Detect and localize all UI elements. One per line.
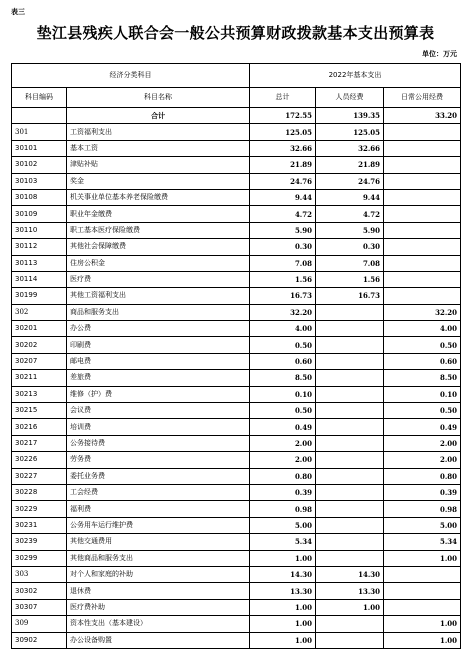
- cell-total: 1.00: [250, 550, 316, 566]
- cell-code: 30228: [12, 484, 67, 500]
- cell-public: [384, 124, 461, 140]
- cell-total: 4.72: [250, 206, 316, 222]
- cell-public: [384, 599, 461, 615]
- cell-personnel: 24.76: [316, 173, 384, 189]
- cell-total: 7.08: [250, 255, 316, 271]
- cell-name: 职工基本医疗保险缴费: [67, 222, 250, 238]
- header-name: 科目名称: [67, 88, 250, 108]
- cell-public: 0.50: [384, 337, 461, 353]
- cell-name: 公务接待费: [67, 435, 250, 451]
- cell-total: 0.60: [250, 353, 316, 369]
- cell-name: 维修（护）费: [67, 386, 250, 402]
- cell-total: 13.30: [250, 583, 316, 599]
- cell-total: 0.50: [250, 337, 316, 353]
- table-row: [12, 484, 461, 500]
- cell-public: 5.34: [384, 534, 461, 550]
- cell-total: 32.20: [250, 304, 316, 320]
- cell-code: 30307: [12, 599, 67, 615]
- cell-total: 4.00: [250, 321, 316, 337]
- cell-personnel: 4.72: [316, 206, 384, 222]
- cell-personnel: 125.05: [316, 124, 384, 140]
- cell-name: 职业年金缴费: [67, 206, 250, 222]
- cell-personnel: [316, 468, 384, 484]
- cell-name: 印刷费: [67, 337, 250, 353]
- cell-total: 5.00: [250, 517, 316, 533]
- table-row: [12, 386, 461, 402]
- table-row: [12, 468, 461, 484]
- cell-personnel: 32.66: [316, 140, 384, 156]
- cell-name: 基本工资: [67, 140, 250, 156]
- cell-public: [384, 583, 461, 599]
- table-row: [12, 157, 461, 173]
- table-body: [12, 108, 461, 649]
- cell-code: 30201: [12, 321, 67, 337]
- cell-total: 1.00: [250, 616, 316, 632]
- cell-code: 30302: [12, 583, 67, 599]
- cell-code: 30112: [12, 239, 67, 255]
- cell-personnel: [316, 632, 384, 648]
- cell-personnel: [316, 517, 384, 533]
- table-row: [12, 288, 461, 304]
- cell-code: 30102: [12, 157, 67, 173]
- cell-code: 301: [12, 124, 67, 140]
- cell-name: 奖金: [67, 173, 250, 189]
- cell-personnel: [316, 304, 384, 320]
- cell-total: 172.55: [250, 108, 316, 124]
- cell-public: 0.10: [384, 386, 461, 402]
- cell-name: 津贴补贴: [67, 157, 250, 173]
- cell-name: 资本性支出（基本建设）: [67, 616, 250, 632]
- cell-code: 30231: [12, 517, 67, 533]
- cell-total: 32.66: [250, 140, 316, 156]
- cell-personnel: [316, 321, 384, 337]
- cell-total: 1.00: [250, 632, 316, 648]
- cell-name: 公务用车运行维护费: [67, 517, 250, 533]
- cell-personnel: 1.00: [316, 599, 384, 615]
- cell-total: 125.05: [250, 124, 316, 140]
- cell-personnel: [316, 337, 384, 353]
- cell-code: 30217: [12, 435, 67, 451]
- budget-table: [11, 63, 461, 649]
- cell-total: 1.00: [250, 599, 316, 615]
- table-row: [12, 140, 461, 156]
- cell-personnel: 5.90: [316, 222, 384, 238]
- cell-name: 退休费: [67, 583, 250, 599]
- cell-total: 24.76: [250, 173, 316, 189]
- cell-public: [384, 140, 461, 156]
- cell-public: [384, 157, 461, 173]
- header-personnel: 人员经费: [316, 88, 384, 108]
- cell-code: 30207: [12, 353, 67, 369]
- cell-name: 差旅费: [67, 370, 250, 386]
- cell-code: 309: [12, 616, 67, 632]
- cell-code: 30227: [12, 468, 67, 484]
- cell-public: [384, 206, 461, 222]
- cell-total: 21.89: [250, 157, 316, 173]
- cell-total: 14.30: [250, 566, 316, 582]
- cell-code: 30229: [12, 501, 67, 517]
- cell-code: 30199: [12, 288, 67, 304]
- cell-code: 30109: [12, 206, 67, 222]
- cell-name: 办公设备购置: [67, 632, 250, 648]
- table-row: [12, 534, 461, 550]
- table-row: [12, 583, 461, 599]
- header-public: 日常公用经费: [384, 88, 461, 108]
- table-row: [12, 321, 461, 337]
- header-economic-category: 经济分类科目: [12, 64, 250, 88]
- cell-public: 8.50: [384, 370, 461, 386]
- cell-public: [384, 271, 461, 287]
- cell-code: 30101: [12, 140, 67, 156]
- cell-name: 福利费: [67, 501, 250, 517]
- header-code: 科目编码: [12, 88, 67, 108]
- cell-total: 0.50: [250, 403, 316, 419]
- cell-total: 5.34: [250, 534, 316, 550]
- cell-personnel: 1.56: [316, 271, 384, 287]
- cell-personnel: 13.30: [316, 583, 384, 599]
- cell-personnel: [316, 501, 384, 517]
- cell-public: [384, 288, 461, 304]
- cell-code: 30215: [12, 403, 67, 419]
- cell-public: 0.50: [384, 403, 461, 419]
- table-row: [12, 239, 461, 255]
- cell-code: 30103: [12, 173, 67, 189]
- cell-name: 办公费: [67, 321, 250, 337]
- table-row: [12, 353, 461, 369]
- unit-label: 单位：万元: [422, 49, 457, 58]
- cell-total: 5.90: [250, 222, 316, 238]
- table-row: [12, 403, 461, 419]
- cell-name: 工会经费: [67, 484, 250, 500]
- cell-public: 33.20: [384, 108, 461, 124]
- cell-total: 2.00: [250, 452, 316, 468]
- cell-code: 30113: [12, 255, 67, 271]
- cell-name: 对个人和家庭的补助: [67, 566, 250, 582]
- cell-personnel: [316, 534, 384, 550]
- cell-name: 机关事业单位基本养老保险缴费: [67, 189, 250, 205]
- cell-name: 委托业务费: [67, 468, 250, 484]
- cell-total: 16.73: [250, 288, 316, 304]
- table-row: [12, 206, 461, 222]
- cell-name: 其他交通费用: [67, 534, 250, 550]
- cell-public: [384, 255, 461, 271]
- table-row: [12, 370, 461, 386]
- table-row: [12, 337, 461, 353]
- cell-total: 1.56: [250, 271, 316, 287]
- cell-public: 0.49: [384, 419, 461, 435]
- cell-code: 30213: [12, 386, 67, 402]
- cell-public: 0.39: [384, 484, 461, 500]
- page-title: 垫江县残疾人联合会一般公共预算财政拨款基本支出预算表: [36, 24, 435, 42]
- table-row: [12, 255, 461, 271]
- table-number: 表三: [11, 7, 25, 16]
- cell-name: 其他商品和服务支出: [67, 550, 250, 566]
- cell-personnel: [316, 370, 384, 386]
- cell-personnel: [316, 419, 384, 435]
- cell-code: 30202: [12, 337, 67, 353]
- table-row: [12, 189, 461, 205]
- cell-public: 32.20: [384, 304, 461, 320]
- cell-total: 8.50: [250, 370, 316, 386]
- cell-public: 2.00: [384, 435, 461, 451]
- cell-public: 0.98: [384, 501, 461, 517]
- cell-public: 1.00: [384, 632, 461, 648]
- cell-personnel: [316, 353, 384, 369]
- header-row-group: [12, 64, 461, 88]
- cell-code: 30226: [12, 452, 67, 468]
- cell-personnel: 21.89: [316, 157, 384, 173]
- cell-code: 30239: [12, 534, 67, 550]
- cell-public: [384, 239, 461, 255]
- cell-personnel: 7.08: [316, 255, 384, 271]
- header-total: 总计: [250, 88, 316, 108]
- cell-public: 4.00: [384, 321, 461, 337]
- cell-personnel: 9.44: [316, 189, 384, 205]
- cell-name: 其他社会保障缴费: [67, 239, 250, 255]
- cell-name: 会议费: [67, 403, 250, 419]
- cell-personnel: 14.30: [316, 566, 384, 582]
- cell-total: 9.44: [250, 189, 316, 205]
- cell-total: 0.80: [250, 468, 316, 484]
- cell-public: 2.00: [384, 452, 461, 468]
- cell-name: 医疗费: [67, 271, 250, 287]
- table-row: [12, 452, 461, 468]
- cell-code: 30211: [12, 370, 67, 386]
- cell-personnel: [316, 386, 384, 402]
- cell-total: 0.10: [250, 386, 316, 402]
- cell-public: 0.60: [384, 353, 461, 369]
- table-row: [12, 616, 461, 632]
- cell-name: 其他工资福利支出: [67, 288, 250, 304]
- cell-name: 商品和服务支出: [67, 304, 250, 320]
- cell-total: 0.39: [250, 484, 316, 500]
- cell-total: 2.00: [250, 435, 316, 451]
- cell-name: 邮电费: [67, 353, 250, 369]
- cell-public: 0.80: [384, 468, 461, 484]
- cell-personnel: [316, 550, 384, 566]
- cell-code: 30216: [12, 419, 67, 435]
- cell-name: 合计: [67, 108, 250, 124]
- table-row: [12, 222, 461, 238]
- cell-total: 0.30: [250, 239, 316, 255]
- cell-total: 0.49: [250, 419, 316, 435]
- table-row: [12, 435, 461, 451]
- cell-name: 培训费: [67, 419, 250, 435]
- table-row: [12, 304, 461, 320]
- cell-personnel: 0.30: [316, 239, 384, 255]
- cell-code: 30299: [12, 550, 67, 566]
- table-row: [12, 599, 461, 615]
- cell-code: 30108: [12, 189, 67, 205]
- cell-name: 住房公积金: [67, 255, 250, 271]
- cell-personnel: 16.73: [316, 288, 384, 304]
- cell-personnel: 139.35: [316, 108, 384, 124]
- cell-public: 1.00: [384, 550, 461, 566]
- cell-personnel: [316, 435, 384, 451]
- cell-personnel: [316, 484, 384, 500]
- cell-name: 医疗费补助: [67, 599, 250, 615]
- table-row: [12, 566, 461, 582]
- cell-public: [384, 173, 461, 189]
- table-row: [12, 173, 461, 189]
- cell-personnel: [316, 452, 384, 468]
- table-row: [12, 501, 461, 517]
- table-row: [12, 517, 461, 533]
- cell-public: [384, 189, 461, 205]
- cell-code: 30114: [12, 271, 67, 287]
- table-row: [12, 550, 461, 566]
- table-row: [12, 632, 461, 648]
- table-row: [12, 419, 461, 435]
- cell-name: 工资福利支出: [67, 124, 250, 140]
- cell-name: 劳务费: [67, 452, 250, 468]
- cell-total: 0.98: [250, 501, 316, 517]
- cell-code: 30902: [12, 632, 67, 648]
- cell-personnel: [316, 616, 384, 632]
- cell-public: 5.00: [384, 517, 461, 533]
- table-row: [12, 124, 461, 140]
- cell-code: [12, 108, 67, 124]
- cell-personnel: [316, 403, 384, 419]
- cell-public: 1.00: [384, 616, 461, 632]
- total-row: [12, 108, 461, 124]
- table-row: [12, 271, 461, 287]
- header-row-columns: [12, 88, 461, 108]
- header-basic-expenditure: 2022年基本支出: [250, 64, 461, 88]
- cell-public: [384, 566, 461, 582]
- cell-code: 303: [12, 566, 67, 582]
- cell-code: 302: [12, 304, 67, 320]
- cell-code: 30110: [12, 222, 67, 238]
- cell-public: [384, 222, 461, 238]
